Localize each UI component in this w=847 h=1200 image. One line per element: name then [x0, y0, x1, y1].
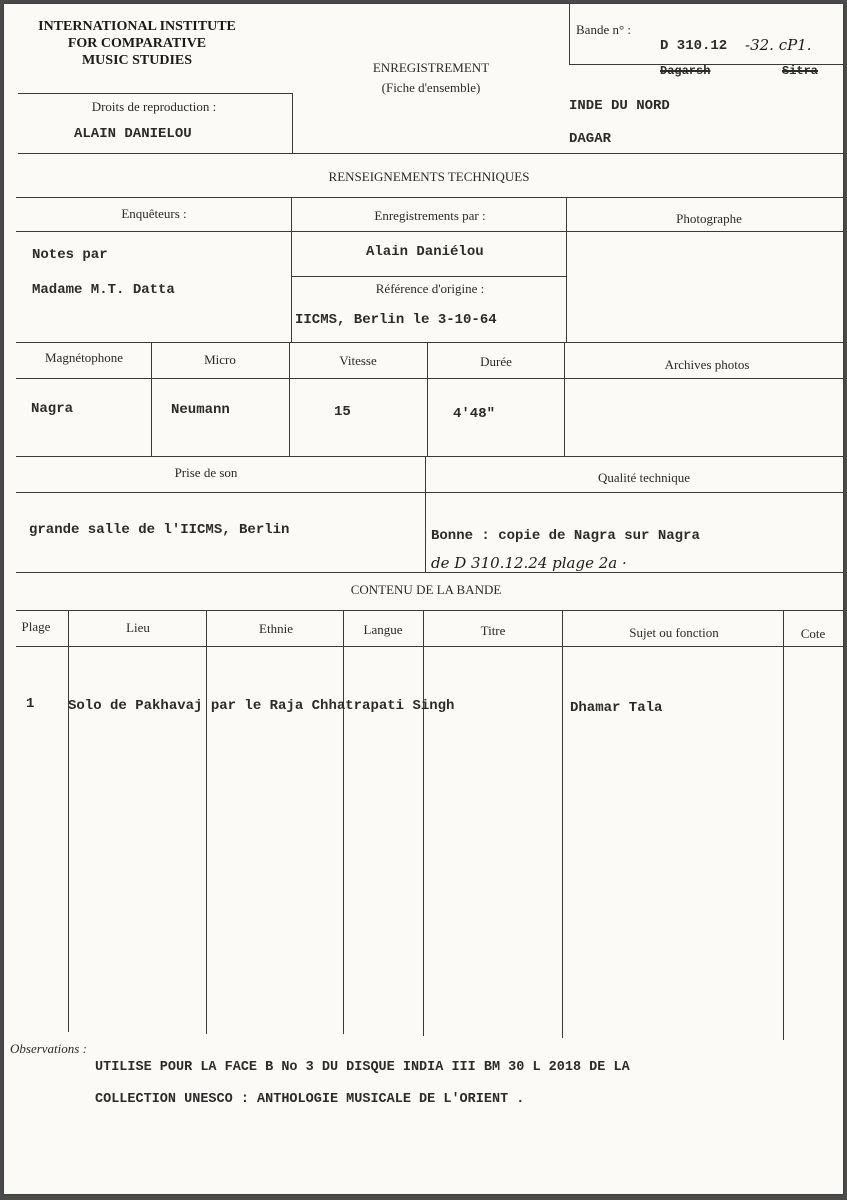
bande-number: D 310.12 — [660, 38, 728, 54]
rule-contents-header-top — [16, 610, 843, 611]
institute-name — [22, 18, 252, 69]
bande-struck-text-1: Dagarsh — [660, 64, 711, 78]
vitesse-label: Vitesse — [339, 353, 377, 368]
rule-tech-subheader — [16, 231, 843, 232]
equip-col-divider-1 — [151, 342, 152, 456]
prise-col-divider — [425, 456, 426, 572]
tech-col-divider-1 — [291, 197, 292, 343]
institute-line-3: MUSIC STUDIES — [81, 53, 193, 68]
micro-label: Micro — [204, 352, 236, 367]
contents-col-divider-3 — [343, 610, 344, 1034]
contents-col-divider-6 — [783, 610, 784, 1040]
row-sujet: Dhamar Tala — [570, 700, 663, 716]
qualite-technique-value: Bonne : copie de Nagra sur Nagra — [431, 528, 700, 544]
micro-value: Neumann — [171, 402, 230, 418]
reference-value: IICMS, Berlin le 3-10-64 — [295, 312, 497, 328]
rights-box-top — [18, 93, 293, 94]
form-subtitle: (Fiche d'ensemble) — [381, 80, 481, 95]
col-langue: Langue — [363, 622, 403, 637]
recording-form-sheet — [4, 4, 843, 1194]
photographe-label: Photographe — [676, 211, 742, 226]
group: DAGAR — [569, 131, 612, 147]
contents-col-divider-5 — [562, 610, 563, 1038]
reference-label: Référence d'origine : — [375, 281, 485, 296]
region: INDE DU NORD — [569, 98, 670, 114]
rule-equipment-subheader — [16, 378, 843, 379]
tech-col-divider-2 — [566, 197, 567, 343]
bande-box-left — [569, 4, 570, 65]
vitesse-value: 15 — [334, 404, 351, 420]
rule-prise-top — [16, 456, 843, 457]
observations-line-2: COLLECTION UNESCO : ANTHOLOGIE MUSICALE DE L'ORIENT . — [95, 1092, 525, 1107]
row-plage: 1 — [26, 696, 35, 712]
col-ethnie: Ethnie — [259, 621, 293, 636]
rights-label: Droits de reproduction : — [91, 99, 217, 114]
qualite-technique-label: Qualité technique — [597, 470, 691, 485]
observations-label: Observations : — [10, 1041, 87, 1056]
contents-col-divider-1 — [68, 610, 69, 1032]
duree-label: Durée — [480, 354, 512, 369]
technical-section-title: RENSEIGNEMENTS TECHNIQUES — [328, 169, 530, 184]
equip-col-divider-3 — [427, 342, 428, 456]
col-plage: Plage — [21, 619, 51, 634]
institute-line-1: INTERNATIONAL INSTITUTE — [38, 19, 236, 34]
bande-struck-text-2: Sitra — [782, 64, 819, 78]
rule-equipment-top — [16, 342, 843, 343]
institute-line-2: FOR COMPARATIVE — [67, 36, 207, 51]
equip-col-divider-2 — [289, 342, 290, 456]
rights-value: ALAIN DANIELOU — [74, 126, 192, 142]
contents-section-title: CONTENU DE LA BANDE — [350, 582, 502, 597]
contents-col-divider-4 — [423, 610, 424, 1036]
row-description: Solo de Pakhavaj par le Raja Chhatrapati Singh — [68, 698, 455, 714]
enregistrements-value: Alain Daniélou — [366, 244, 484, 260]
enqueteurs-line-1: Notes par — [32, 247, 108, 263]
enregistrements-label: Enregistrements par : — [374, 208, 486, 223]
prise-de-son-label: Prise de son — [174, 465, 238, 480]
rule-technical-top — [16, 197, 843, 198]
magnetophone-value: Nagra — [31, 401, 74, 417]
observations-line-1: UTILISE POUR LA FACE B No 3 DU DISQUE INDIA III BM 30 L 2018 DE LA — [95, 1060, 630, 1075]
duree-value: 4'48" — [453, 406, 496, 422]
rule-prise-subheader — [16, 492, 843, 493]
col-lieu: Lieu — [126, 620, 150, 635]
col-titre: Titre — [480, 623, 506, 638]
header-bottom-rule — [18, 153, 843, 154]
form-title: ENREGISTREMENT — [372, 60, 490, 75]
contents-col-divider-2 — [206, 610, 207, 1034]
qualite-handwritten-note: de D 310.12.24 plage 2a · — [431, 554, 627, 572]
archives-photos-label: Archives photos — [664, 357, 750, 372]
col-cote: Cote — [800, 626, 826, 641]
prise-de-son-value: grande salle de l'IICMS, Berlin — [29, 522, 290, 538]
equip-col-divider-4 — [564, 342, 565, 456]
bande-label: Bande n° : — [576, 22, 632, 37]
col-sujet: Sujet ou fonction — [629, 625, 719, 640]
enqueteurs-line-2: Madame M.T. Datta — [32, 282, 175, 298]
rule-reference — [291, 276, 566, 277]
bande-number-handwritten: -32. cP1. — [745, 36, 812, 54]
magnetophone-label: Magnétophone — [45, 350, 123, 365]
enqueteurs-label: Enquêteurs : — [121, 206, 187, 221]
rule-contents-header-bottom — [16, 646, 843, 647]
rule-contents-top — [16, 572, 843, 573]
rights-box-right — [292, 93, 293, 153]
